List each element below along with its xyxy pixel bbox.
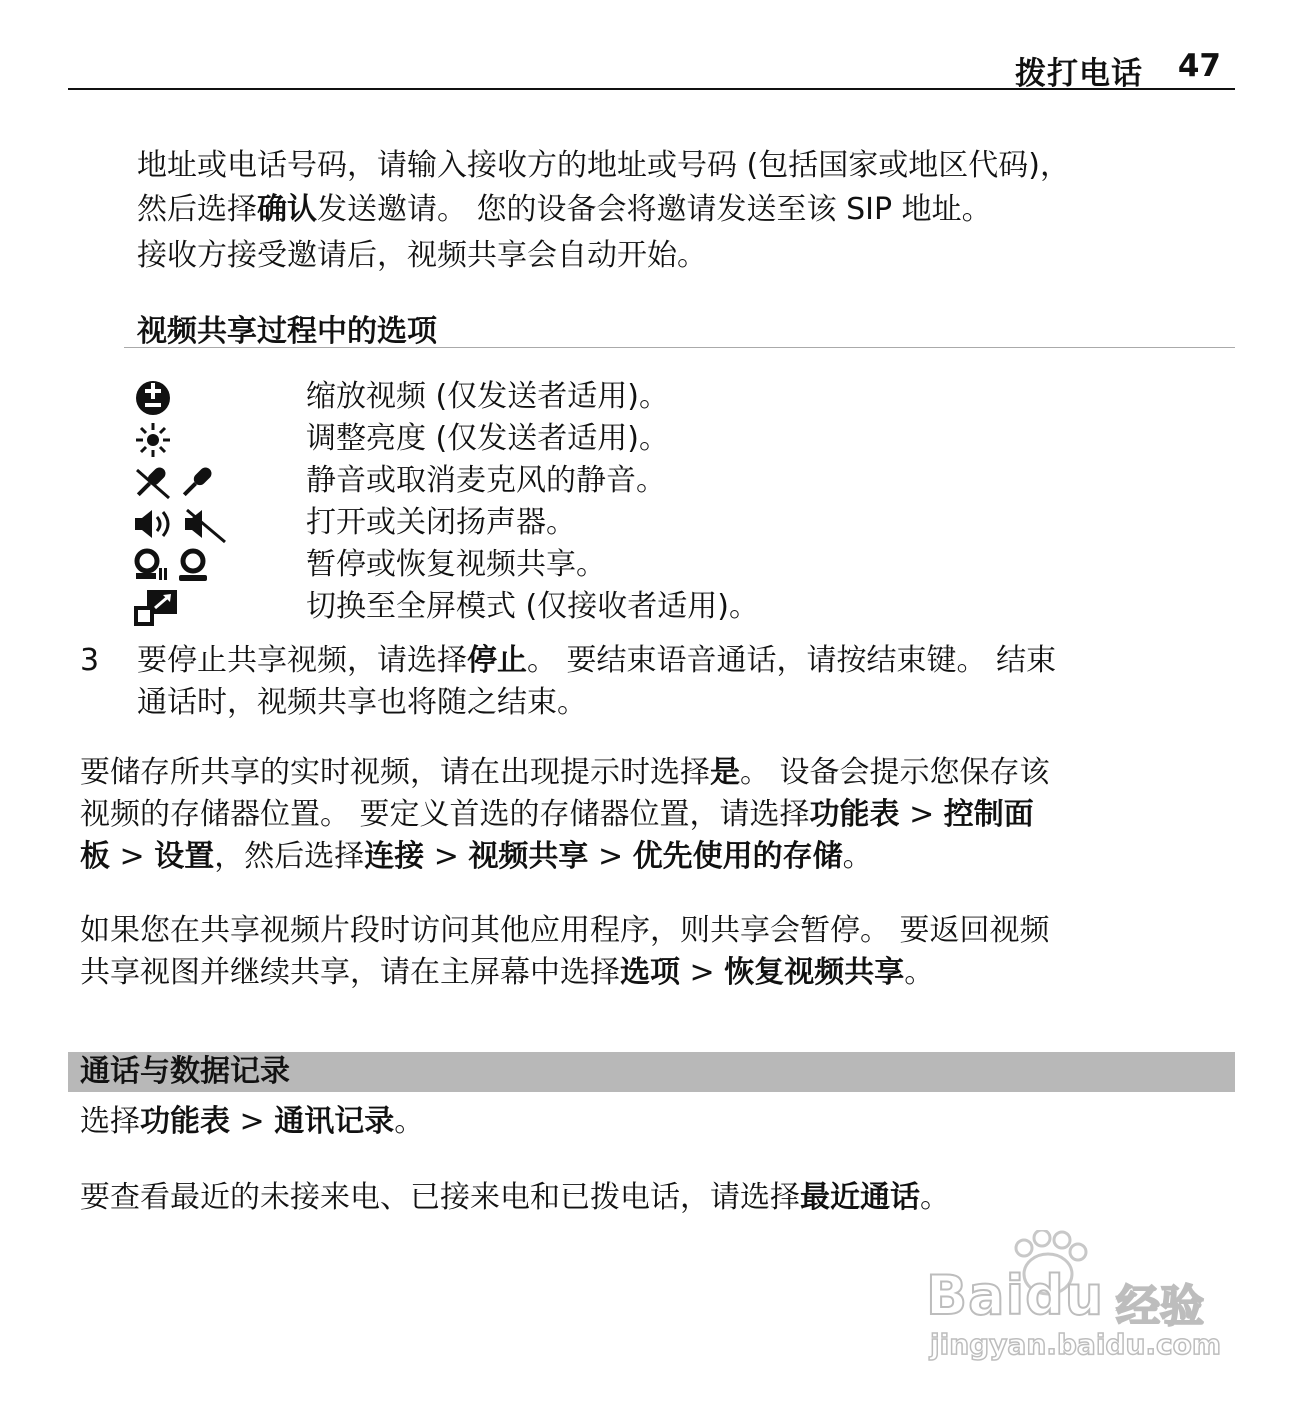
section-line-1: 选择功能表 > 通讯记录。 <box>80 1104 425 1139</box>
option-zoom-text: 缩放视频 (仅发送者适用)。 <box>306 379 669 414</box>
intro-paragraph <box>137 144 1070 232</box>
preferred-memory-term: 优先使用的存储 <box>632 839 843 874</box>
option-fullscreen-text: 切换至全屏模式 (仅接收者适用)。 <box>306 589 759 624</box>
pause-line-2: 共享视图并继续共享，请在主屏幕中选择选项 > 恢复视频共享。 <box>80 955 935 990</box>
yes-term: 是 <box>710 755 740 790</box>
step3-paragraph <box>137 640 1056 724</box>
control-panel-term-2: 板 <box>80 839 110 874</box>
menu-term-2: 功能表 <box>140 1104 230 1139</box>
save-paragraph <box>80 752 1050 878</box>
speaker-icon <box>133 504 253 544</box>
settings-term: 设置 <box>154 839 215 874</box>
fullscreen-icon <box>133 588 253 628</box>
save-line-3: 板 > 设置，然后选择连接 > 视频共享 > 优先使用的存储。 <box>80 839 873 874</box>
stop-term: 停止 <box>467 643 527 678</box>
option-mute-text: 静音或取消麦克风的静音。 <box>306 463 666 498</box>
pause-paragraph <box>80 910 1050 994</box>
options-divider <box>124 347 1235 348</box>
baidu-watermark <box>920 1230 1230 1370</box>
call-log-term: 通讯记录 <box>274 1104 395 1139</box>
control-panel-term-1: 控制面 <box>943 797 1034 832</box>
video-sharing-term: 视频共享 <box>468 839 589 874</box>
step-number: 3 <box>80 643 100 678</box>
save-line-2: 视频的存储器位置。 要定义首选的存储器位置，请选择功能表 > 控制面 <box>80 797 1034 832</box>
chapter-title: 拨打电话 <box>1015 56 1143 92</box>
page-header <box>68 44 1235 90</box>
section-line-2: 要查看最近的未接来电、已接来电和已拨电话，请选择最近通话。 <box>80 1180 950 1215</box>
page-number: 47 <box>1177 48 1221 84</box>
microphone-icon <box>133 462 253 502</box>
option-brightness-text: 调整亮度 (仅发送者适用)。 <box>306 421 669 456</box>
option-speaker-text: 打开或关闭扬声器。 <box>306 505 576 540</box>
section-bar <box>68 1052 1235 1092</box>
menu-term: 功能表 <box>809 797 900 832</box>
zoom-icon <box>133 378 253 418</box>
intro-line-3: 接收方接受邀请后，视频共享会自动开始。 <box>137 238 707 273</box>
watermark-brand: Baidu <box>926 1264 1105 1327</box>
options-term: 选项 <box>620 955 680 990</box>
step3-line-2: 通话时，视频共享也将随之结束。 <box>137 685 587 720</box>
connection-term: 连接 <box>364 839 425 874</box>
brightness-icon <box>133 420 253 460</box>
watermark-suffix: 经验 <box>1116 1281 1204 1332</box>
recent-calls-term: 最近通话 <box>800 1180 920 1215</box>
section-title: 通话与数据记录 <box>80 1054 290 1089</box>
watermark-url: jingyan.baidu.com <box>930 1328 1222 1361</box>
save-line-1: 要储存所共享的实时视频，请在出现提示时选择是。 设备会提示您保存该 <box>80 755 1050 790</box>
pause-resume-icon <box>133 546 253 586</box>
step3-line-1: 要停止共享视频，请选择停止。 要结束语音通话，请按结束键。 结束 <box>137 643 1057 678</box>
intro-line-2: 然后选择确认发送邀请。 您的设备会将邀请发送至该 SIP 地址。 <box>137 192 992 227</box>
confirm-term: 确认 <box>257 192 317 227</box>
options-heading: 视频共享过程中的选项 <box>137 314 437 349</box>
intro-line-1: 地址或电话号码，请输入接收方的地址或号码 (包括国家或地区代码)， <box>137 148 1070 183</box>
pause-line-1: 如果您在共享视频片段时访问其他应用程序，则共享会暂停。 要返回视频 <box>80 913 1050 948</box>
option-pause-text: 暂停或恢复视频共享。 <box>306 547 606 582</box>
resume-sharing-term: 恢复视频共享 <box>724 955 905 990</box>
